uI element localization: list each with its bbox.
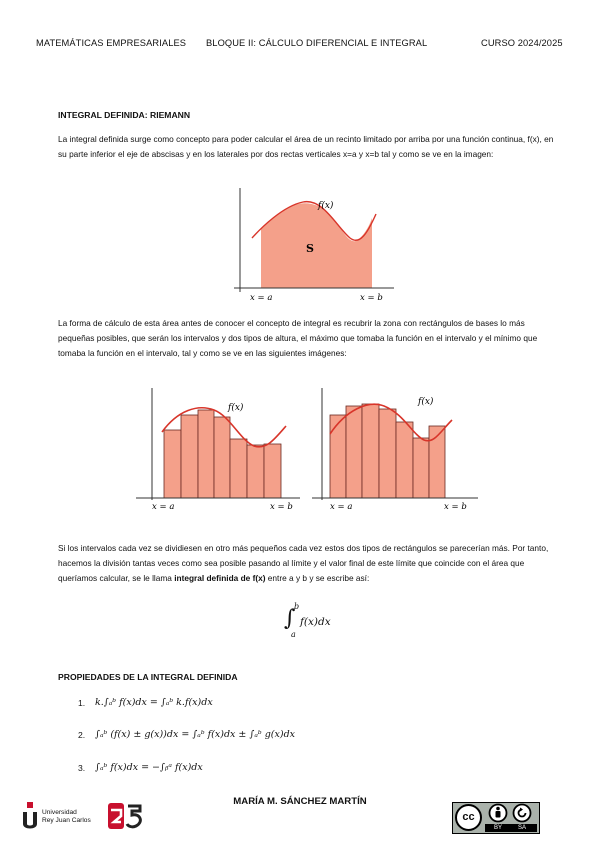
area-label: S — [306, 242, 314, 255]
function-label: f(x) — [418, 397, 434, 407]
lower-limit: a — [291, 630, 296, 639]
integral-formula — [282, 602, 362, 642]
header-course-name: MATEMÁTICAS EMPRESARIALES — [36, 38, 187, 48]
x-a-label: x = a — [250, 293, 273, 303]
figure-upper-sum — [312, 388, 480, 512]
sa-label: SA — [518, 825, 527, 831]
author-name: MARÍA M. SÁNCHEZ MARTÍN — [233, 796, 367, 807]
section-title-properties: PROPIEDADES DE LA INTEGRAL DEFINIDA — [58, 672, 238, 682]
property-expression: ∫ₐᵇ f(x)dx = −∫ᵦᵃ f(x)dx — [95, 762, 203, 773]
header-course-year: CURSO 2024/2025 — [481, 38, 563, 48]
attribution-icon — [488, 803, 508, 823]
header-block-title: BLOQUE II: CÁLCULO DIFERENCIAL E INTEGRAL — [206, 38, 428, 48]
property-expression: ∫ₐᵇ (f(x) ± g(x))dx = ∫ₐᵇ f(x)dx ± ∫ₐᵇ g(x)dx — [95, 729, 296, 740]
university-logo — [20, 800, 160, 834]
anniversary-logo-icon — [106, 802, 148, 832]
property-item-2 — [78, 729, 295, 740]
property-expression: k.∫ₐᵇ f(x)dx = ∫ₐᵇ k.f(x)dx — [95, 697, 213, 708]
urjc-u-icon — [20, 802, 40, 832]
section-title-riemann: INTEGRAL DEFINIDA: RIEMANN — [58, 110, 191, 120]
figure-lower-sum — [136, 388, 302, 512]
paragraph-definition: La integral definida surge como concepto para poder calcular el área de un recinto limitado por arriba por una función continua, f(x), en su parte inferior el eje de abscisas y en los laterales por dos rectas verticales x=a y x=b tal y como se ve en la imagen: — [58, 134, 554, 160]
figure-area-under-curve — [228, 188, 396, 306]
x-b-label: x = b — [270, 502, 293, 512]
paragraph-rectangles: La forma de cálculo de esta área antes de conocer el concepto de integral es recubrir la zona con rectángulos de bases lo más pequeñas posibles, que serán los intervalos y dos tipos de altura, el máximo que tomaba la función en el intervalo y el mínimo que tomaba la función en el intervalo, tal y como se ve en las siguientes imágenes: — [58, 318, 538, 359]
integrand: f(x)dx — [300, 616, 331, 628]
x-a-label: x = a — [152, 502, 175, 512]
property-number: 2. — [78, 729, 86, 740]
university-name-line1: Universidad — [42, 809, 77, 816]
cc-license-badge — [452, 802, 540, 834]
function-label: f(x) — [318, 201, 334, 211]
university-name-line2: Rey Juan Carlos — [42, 817, 91, 824]
integral-sign: ∫ — [284, 606, 296, 631]
cc-icon: cc — [455, 804, 482, 831]
paragraph-limit-text: Si los intervalos cada vez se dividiesen en otro más pequeños cada vez estos dos tipos de rectángulos se parecerían más. Por tanto, hacemos la división tantas veces como sea posible pasando al límite y el valor final de este límite que coincide con el área que queríamos calcular, se le llama — [58, 543, 549, 584]
share-alike-icon — [512, 803, 532, 823]
paragraph-limit-bold: integral definida de f(x) — [174, 573, 266, 584]
x-b-label: x = b — [360, 293, 383, 303]
function-label: f(x) — [228, 403, 244, 413]
paragraph-limit-end: entre a y b y se escribe así: — [265, 573, 370, 584]
paragraph-limit — [58, 541, 562, 587]
area-region — [261, 203, 372, 288]
x-a-label: x = a — [330, 502, 353, 512]
property-number: 1. — [78, 697, 86, 708]
upper-limit: b — [294, 602, 300, 611]
property-item-3 — [78, 762, 203, 773]
property-item-1 — [78, 697, 213, 708]
property-number: 3. — [78, 762, 86, 773]
x-b-label: x = b — [444, 502, 467, 512]
by-label: BY — [494, 825, 503, 831]
